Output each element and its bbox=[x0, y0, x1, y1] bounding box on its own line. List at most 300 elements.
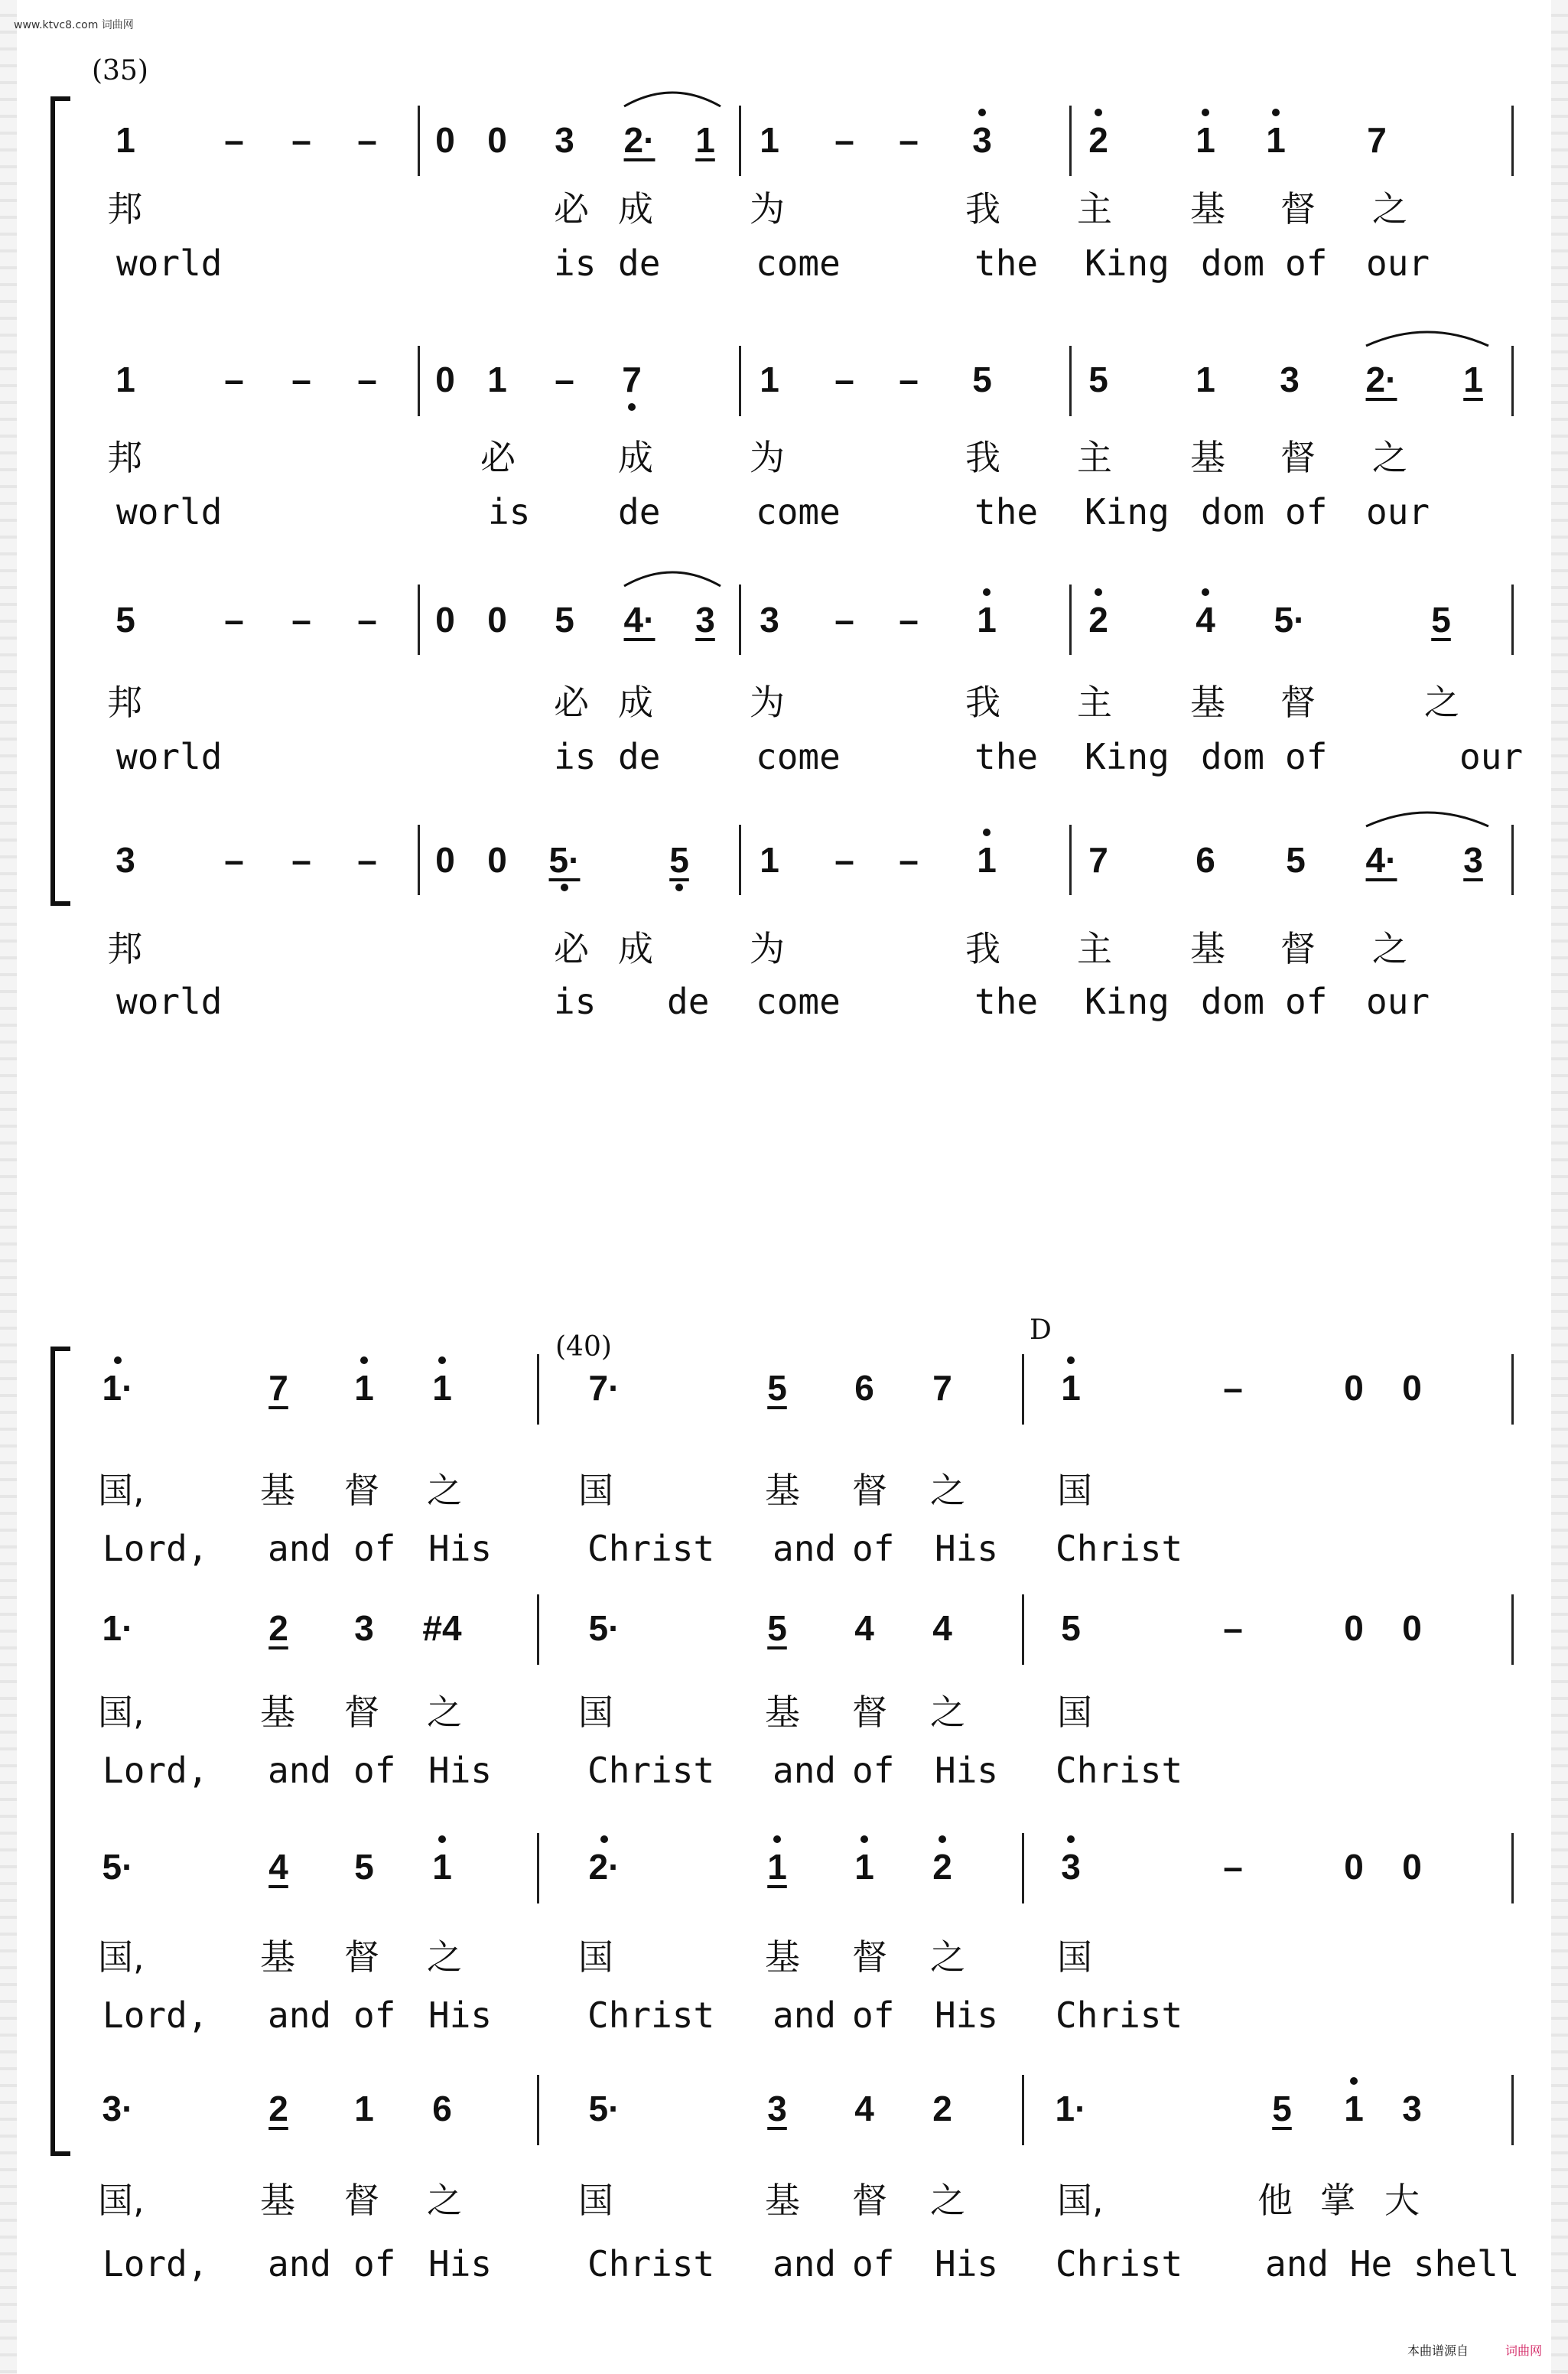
lyric-zh: 基 bbox=[1190, 437, 1225, 478]
lyric-en: Lord, bbox=[102, 1995, 209, 2036]
lyric-zh: 邦 bbox=[107, 437, 142, 478]
jianpu-note: – bbox=[899, 600, 919, 640]
jianpu-note: 5· bbox=[542, 839, 587, 881]
lyric-en: Christ bbox=[1056, 1995, 1183, 2036]
barline bbox=[1022, 2075, 1024, 2145]
jianpu-note: 1 bbox=[354, 2089, 374, 2128]
left-margin-strip bbox=[0, 0, 17, 2374]
jianpu-note: – bbox=[291, 600, 311, 640]
lyric-en: the bbox=[974, 243, 1039, 284]
lyric-zh: 国 bbox=[1057, 1692, 1092, 1733]
lyric-zh: 之 bbox=[930, 1692, 965, 1733]
jianpu-note: 5 bbox=[656, 839, 702, 881]
barline bbox=[537, 2075, 539, 2145]
lyric-en: King bbox=[1085, 736, 1169, 777]
lyric-zh: 之 bbox=[1424, 682, 1459, 723]
jianpu-note: 3 bbox=[760, 600, 779, 640]
jianpu-note: 5 bbox=[1061, 1608, 1081, 1648]
jianpu-note: #4 bbox=[422, 1608, 462, 1648]
lyric-en: dom bbox=[1201, 981, 1265, 1022]
jianpu-note: 2 bbox=[932, 2089, 952, 2128]
jianpu-note: – bbox=[899, 120, 919, 160]
jianpu-note: – bbox=[357, 120, 377, 160]
lyric-zh: 之 bbox=[1372, 437, 1407, 478]
jianpu-note: 0 bbox=[1344, 1368, 1364, 1408]
lyric-zh: 督 bbox=[852, 1470, 887, 1511]
lyric-zh: 国, bbox=[98, 2180, 145, 2221]
jianpu-note: 4· bbox=[623, 600, 656, 640]
right-margin-strip bbox=[1551, 0, 1568, 2374]
jianpu-note: – bbox=[1223, 1368, 1243, 1408]
lyric-zh: 督 bbox=[1280, 682, 1316, 723]
barline bbox=[1069, 825, 1072, 895]
lyric-en: of bbox=[852, 1750, 895, 1791]
jianpu-note: 0 bbox=[487, 120, 507, 160]
barline bbox=[1022, 1354, 1024, 1425]
lyric-en: of bbox=[1285, 736, 1328, 777]
jianpu-note: 1 bbox=[1253, 119, 1299, 161]
lyric-zh: 国 bbox=[1057, 1470, 1092, 1511]
barline bbox=[1511, 1594, 1514, 1665]
lyric-en: of bbox=[852, 1995, 895, 2036]
lyric-zh: 为 bbox=[750, 188, 785, 230]
jianpu-note: 0 bbox=[1402, 1847, 1422, 1887]
lyric-zh: 基 bbox=[260, 1470, 295, 1511]
lyric-en: world bbox=[116, 243, 223, 284]
jianpu-note: 1· bbox=[95, 1367, 141, 1408]
lyric-en: de bbox=[618, 491, 661, 532]
system-2-bracket bbox=[50, 1347, 70, 2156]
lyric-zh: 督 bbox=[1280, 188, 1316, 230]
jianpu-note: 5 bbox=[1088, 360, 1108, 399]
lyric-en: Christ bbox=[587, 1528, 715, 1569]
lyric-zh: 督 bbox=[344, 1692, 379, 1733]
lyric-en: de bbox=[618, 243, 661, 284]
barline bbox=[1511, 346, 1514, 416]
lyric-en: and bbox=[268, 1995, 332, 2036]
jianpu-note: 1 bbox=[1048, 1367, 1094, 1408]
jianpu-note: – bbox=[291, 360, 311, 399]
lyric-zh: 邦 bbox=[107, 188, 142, 230]
jianpu-note: 0 bbox=[1344, 1847, 1364, 1887]
lyric-en: and bbox=[773, 1528, 837, 1569]
lyric-zh: 之 bbox=[427, 1936, 462, 1978]
footer-source: 本曲谱源自 bbox=[1407, 2343, 1469, 2358]
jianpu-note: 3 bbox=[1463, 840, 1483, 880]
lyric-en: King bbox=[1085, 491, 1169, 532]
barline bbox=[1511, 106, 1514, 176]
lyric-zh: 我 bbox=[965, 682, 1000, 723]
lyric-en: our bbox=[1366, 491, 1430, 532]
lyric-zh: 我 bbox=[965, 928, 1000, 969]
jianpu-note: 4 bbox=[268, 1847, 288, 1887]
lyric-zh: 我 bbox=[965, 188, 1000, 230]
lyric-en: dom bbox=[1201, 491, 1265, 532]
lyric-en: and bbox=[268, 2243, 332, 2284]
lyric-en: His bbox=[935, 2243, 999, 2284]
lyric-zh: 基 bbox=[765, 1692, 800, 1733]
lyric-zh: 基 bbox=[260, 2180, 295, 2221]
lyric-zh: 成 bbox=[618, 682, 653, 723]
lyric-en: the bbox=[974, 491, 1039, 532]
jianpu-note: 7 bbox=[609, 359, 655, 400]
lyric-zh: 国, bbox=[98, 1936, 145, 1978]
lyric-zh: 督 bbox=[344, 1470, 379, 1511]
lyric-zh: 必 bbox=[554, 682, 589, 723]
barline bbox=[418, 346, 420, 416]
lyric-zh: 邦 bbox=[107, 928, 142, 969]
barline bbox=[1022, 1594, 1024, 1665]
lyric-zh: 必 bbox=[554, 188, 589, 230]
jianpu-note: – bbox=[357, 600, 377, 640]
lyric-en: Christ bbox=[587, 2243, 715, 2284]
lyric-zh: 主 bbox=[1077, 437, 1112, 478]
jianpu-note: 5· bbox=[588, 1608, 620, 1648]
jianpu-note: 0 bbox=[435, 840, 455, 880]
lyric-en: our bbox=[1366, 981, 1430, 1022]
lyric-en: is bbox=[554, 736, 597, 777]
lyric-en: of bbox=[852, 2243, 895, 2284]
lyric-zh: 主 bbox=[1077, 188, 1112, 230]
jianpu-note: 1 bbox=[1183, 119, 1228, 161]
jianpu-note: 3 bbox=[555, 120, 574, 160]
lyric-en: and bbox=[773, 1750, 837, 1791]
lyric-zh: 基 bbox=[260, 1692, 295, 1733]
barline bbox=[739, 585, 741, 655]
lyric-en: de bbox=[667, 981, 710, 1022]
lyric-zh: 成 bbox=[618, 437, 653, 478]
lyric-zh: 国 bbox=[578, 1692, 613, 1733]
jianpu-note: 0 bbox=[1402, 1368, 1422, 1408]
lyric-en: our bbox=[1459, 736, 1524, 777]
jianpu-note: 5 bbox=[1272, 2089, 1292, 2128]
lyric-zh: 我 bbox=[965, 437, 1000, 478]
jianpu-note: 6 bbox=[1196, 840, 1215, 880]
jianpu-note: 1 bbox=[760, 360, 779, 399]
jianpu-note: 3 bbox=[1402, 2089, 1422, 2128]
jianpu-note: – bbox=[224, 360, 244, 399]
lyric-en: the bbox=[974, 981, 1039, 1022]
lyric-en: come bbox=[756, 981, 841, 1022]
lyric-en: His bbox=[935, 1995, 999, 2036]
lyric-zh: 大 bbox=[1384, 2180, 1420, 2221]
jianpu-note: 1· bbox=[1055, 2089, 1087, 2128]
jianpu-note: 1 bbox=[1196, 360, 1215, 399]
lyric-en: of bbox=[852, 1528, 895, 1569]
jianpu-note: 7· bbox=[588, 1368, 620, 1408]
lyric-en: and He shell bbox=[1265, 2243, 1520, 2284]
jianpu-note: 0 bbox=[435, 600, 455, 640]
jianpu-note: – bbox=[555, 360, 574, 399]
lyric-en: King bbox=[1085, 243, 1169, 284]
barline bbox=[1511, 2075, 1514, 2145]
lyric-en: world bbox=[116, 491, 223, 532]
lyric-zh: 督 bbox=[852, 1936, 887, 1978]
jianpu-note: 1 bbox=[754, 1846, 800, 1887]
barline bbox=[418, 585, 420, 655]
jianpu-note: 1 bbox=[695, 120, 715, 160]
jianpu-note: 5 bbox=[1431, 600, 1451, 640]
lyric-en: and bbox=[773, 2243, 837, 2284]
jianpu-note: 2· bbox=[1365, 360, 1397, 399]
jianpu-note: 1 bbox=[760, 120, 779, 160]
lyric-en: Christ bbox=[1056, 1528, 1183, 1569]
jianpu-note: 1 bbox=[419, 1846, 465, 1887]
jianpu-note: 7 bbox=[1367, 120, 1387, 160]
jianpu-note: 3 bbox=[1280, 360, 1300, 399]
footer-site: 词曲网 bbox=[1505, 2343, 1543, 2358]
lyric-zh: 基 bbox=[1190, 928, 1225, 969]
jianpu-note: 1 bbox=[487, 360, 507, 399]
jianpu-note: 5· bbox=[588, 2089, 620, 2128]
lyric-en: His bbox=[428, 1750, 493, 1791]
jianpu-note: 0 bbox=[487, 600, 507, 640]
jianpu-note: 4 bbox=[932, 1608, 952, 1648]
jianpu-note: 1 bbox=[760, 840, 779, 880]
lyric-zh: 督 bbox=[344, 2180, 379, 2221]
jianpu-note: 1 bbox=[1331, 2088, 1377, 2129]
jianpu-note: 1 bbox=[1463, 360, 1483, 399]
lyric-en: is bbox=[488, 491, 531, 532]
lyric-en: of bbox=[1285, 491, 1328, 532]
jianpu-note: – bbox=[291, 120, 311, 160]
lyric-en: the bbox=[974, 736, 1039, 777]
lyric-zh: 国, bbox=[98, 1470, 145, 1511]
measure-number-35: (35) bbox=[92, 55, 148, 86]
jianpu-note: 0 bbox=[435, 120, 455, 160]
jianpu-note: – bbox=[224, 840, 244, 880]
jianpu-note: 4 bbox=[1183, 599, 1228, 640]
lyric-zh: 之 bbox=[930, 1470, 965, 1511]
lyric-en: our bbox=[1366, 243, 1430, 284]
lyric-zh: 基 bbox=[765, 1470, 800, 1511]
lyric-en: come bbox=[756, 736, 841, 777]
lyric-zh: 之 bbox=[427, 1692, 462, 1733]
jianpu-note: 5 bbox=[767, 1368, 787, 1408]
barline bbox=[739, 825, 741, 895]
jianpu-note: 0 bbox=[435, 360, 455, 399]
jianpu-note: – bbox=[1223, 1847, 1243, 1887]
lyric-en: Lord, bbox=[102, 2243, 209, 2284]
lyric-zh: 国 bbox=[1057, 1936, 1092, 1978]
lyric-zh: 之 bbox=[427, 1470, 462, 1511]
lyric-en: come bbox=[756, 491, 841, 532]
jianpu-note: 1· bbox=[102, 1608, 134, 1648]
jianpu-note: 3 bbox=[354, 1608, 374, 1648]
jianpu-note: 3 bbox=[767, 2089, 787, 2128]
lyric-zh: 主 bbox=[1077, 682, 1112, 723]
jianpu-note: – bbox=[357, 360, 377, 399]
jianpu-note: 7 bbox=[932, 1368, 952, 1408]
jianpu-note: – bbox=[224, 120, 244, 160]
jianpu-note: – bbox=[834, 360, 854, 399]
barline bbox=[537, 1833, 539, 1903]
lyric-en: His bbox=[935, 1750, 999, 1791]
lyric-en: His bbox=[428, 1995, 493, 2036]
jianpu-note: 2 bbox=[1075, 599, 1121, 640]
lyric-zh: 他 bbox=[1257, 2180, 1293, 2221]
barline bbox=[1069, 346, 1072, 416]
jianpu-note: – bbox=[291, 840, 311, 880]
jianpu-note: 6 bbox=[432, 2089, 452, 2128]
lyric-en: His bbox=[428, 2243, 493, 2284]
jianpu-note: 1 bbox=[115, 360, 135, 399]
lyric-zh: 督 bbox=[1280, 928, 1316, 969]
lyric-zh: 国, bbox=[1057, 2180, 1104, 2221]
lyric-en: of bbox=[1285, 243, 1328, 284]
lyric-zh: 邦 bbox=[107, 682, 142, 723]
lyric-zh: 基 bbox=[1190, 188, 1225, 230]
jianpu-note: 1 bbox=[341, 1367, 387, 1408]
lyric-en: dom bbox=[1201, 736, 1265, 777]
jianpu-note: – bbox=[899, 840, 919, 880]
jianpu-note: – bbox=[224, 600, 244, 640]
lyric-zh: 为 bbox=[750, 682, 785, 723]
lyric-en: is bbox=[554, 243, 597, 284]
jianpu-note: 5 bbox=[767, 1608, 787, 1648]
lyric-en: Christ bbox=[587, 1750, 715, 1791]
lyric-en: dom bbox=[1201, 243, 1265, 284]
barline bbox=[739, 106, 741, 176]
jianpu-note: 2 bbox=[919, 1846, 965, 1887]
jianpu-note: 5 bbox=[115, 600, 135, 640]
lyric-en: of bbox=[353, 1750, 396, 1791]
lyric-en: Christ bbox=[587, 1995, 715, 2036]
jianpu-note: 0 bbox=[1402, 1608, 1422, 1648]
lyric-en: Christ bbox=[1056, 1750, 1183, 1791]
barline bbox=[1069, 585, 1072, 655]
jianpu-note: 2· bbox=[581, 1846, 627, 1887]
jianpu-note: 1 bbox=[964, 599, 1010, 640]
jianpu-note: 3 bbox=[115, 840, 135, 880]
jianpu-note: 4 bbox=[854, 1608, 874, 1648]
jianpu-note: 3 bbox=[959, 119, 1005, 161]
jianpu-note: 2 bbox=[268, 1608, 288, 1648]
jianpu-note: – bbox=[899, 360, 919, 399]
jianpu-note: 3 bbox=[1048, 1846, 1094, 1887]
barline bbox=[1511, 585, 1514, 655]
tie-slur bbox=[0, 0, 1, 1]
barline bbox=[1511, 1833, 1514, 1903]
barline bbox=[537, 1354, 539, 1425]
jianpu-note: 1 bbox=[419, 1367, 465, 1408]
barline bbox=[418, 106, 420, 176]
jianpu-note: – bbox=[834, 840, 854, 880]
lyric-en: of bbox=[353, 2243, 396, 2284]
jianpu-note: 5 bbox=[555, 600, 574, 640]
jianpu-note: – bbox=[1223, 1608, 1243, 1648]
lyric-zh: 国 bbox=[578, 1936, 613, 1978]
lyric-en: of bbox=[353, 1528, 396, 1569]
lyric-zh: 主 bbox=[1077, 928, 1112, 969]
jianpu-note: 2· bbox=[623, 120, 656, 160]
rehearsal-mark-d: D bbox=[1030, 1314, 1052, 1346]
lyric-zh: 基 bbox=[260, 1936, 295, 1978]
barline bbox=[1069, 106, 1072, 176]
jianpu-note: 5 bbox=[972, 360, 992, 399]
jianpu-note: 5· bbox=[102, 1847, 134, 1887]
jianpu-note: 7 bbox=[1088, 840, 1108, 880]
jianpu-note: – bbox=[834, 600, 854, 640]
jianpu-note: 4· bbox=[1365, 840, 1397, 880]
jianpu-note: 5 bbox=[1286, 840, 1306, 880]
lyric-en: come bbox=[756, 243, 841, 284]
lyric-zh: 之 bbox=[1372, 928, 1407, 969]
lyric-en: His bbox=[935, 1528, 999, 1569]
lyric-en: is bbox=[554, 981, 597, 1022]
lyric-en: and bbox=[773, 1995, 837, 2036]
lyric-zh: 必 bbox=[480, 437, 516, 478]
jianpu-note: – bbox=[834, 120, 854, 160]
jianpu-note: 6 bbox=[854, 1368, 874, 1408]
jianpu-note: – bbox=[357, 840, 377, 880]
lyric-en: Lord, bbox=[102, 1750, 209, 1791]
lyric-en: world bbox=[116, 981, 223, 1022]
barline bbox=[418, 825, 420, 895]
lyric-zh: 督 bbox=[852, 2180, 887, 2221]
barline bbox=[1511, 1354, 1514, 1425]
site-watermark: www.ktvc8.com 词曲网 bbox=[14, 19, 134, 31]
jianpu-note: 0 bbox=[1344, 1608, 1364, 1648]
lyric-en: Lord, bbox=[102, 1528, 209, 1569]
lyric-en: of bbox=[353, 1995, 396, 2036]
jianpu-note: 1 bbox=[115, 120, 135, 160]
lyric-en: His bbox=[428, 1528, 493, 1569]
lyric-zh: 基 bbox=[765, 1936, 800, 1978]
lyric-zh: 督 bbox=[1280, 437, 1316, 478]
lyric-zh: 掌 bbox=[1320, 2180, 1355, 2221]
jianpu-note: 3· bbox=[102, 2089, 134, 2128]
lyric-zh: 督 bbox=[344, 1936, 379, 1978]
lyric-zh: 督 bbox=[852, 1692, 887, 1733]
jianpu-note: 2 bbox=[1075, 119, 1121, 161]
lyric-zh: 之 bbox=[1372, 188, 1407, 230]
lyric-zh: 为 bbox=[750, 437, 785, 478]
jianpu-note: 5 bbox=[354, 1847, 374, 1887]
lyric-zh: 成 bbox=[618, 928, 653, 969]
measure-number-40: (40) bbox=[555, 1331, 612, 1363]
jianpu-note: 3 bbox=[695, 600, 715, 640]
lyric-en: of bbox=[1285, 981, 1328, 1022]
lyric-en: de bbox=[618, 736, 661, 777]
lyric-zh: 国 bbox=[578, 2180, 613, 2221]
lyric-zh: 为 bbox=[750, 928, 785, 969]
jianpu-note: 7 bbox=[268, 1368, 288, 1408]
barline bbox=[739, 346, 741, 416]
lyric-zh: 成 bbox=[618, 188, 653, 230]
barline bbox=[537, 1594, 539, 1665]
lyric-zh: 之 bbox=[427, 2180, 462, 2221]
lyric-zh: 基 bbox=[1190, 682, 1225, 723]
lyric-en: world bbox=[116, 736, 223, 777]
jianpu-note: 1 bbox=[841, 1846, 887, 1887]
lyric-zh: 基 bbox=[765, 2180, 800, 2221]
barline bbox=[1022, 1833, 1024, 1903]
lyric-zh: 之 bbox=[930, 1936, 965, 1978]
lyric-en: King bbox=[1085, 981, 1169, 1022]
lyric-en: Christ bbox=[1056, 2243, 1183, 2284]
lyric-zh: 必 bbox=[554, 928, 589, 969]
lyric-zh: 国 bbox=[578, 1470, 613, 1511]
lyric-en: and bbox=[268, 1750, 332, 1791]
lyric-zh: 之 bbox=[930, 2180, 965, 2221]
jianpu-note: 0 bbox=[487, 840, 507, 880]
lyric-en: and bbox=[268, 1528, 332, 1569]
system-1-bracket bbox=[50, 96, 70, 906]
jianpu-note: 5· bbox=[1274, 600, 1306, 640]
jianpu-note: 4 bbox=[854, 2089, 874, 2128]
jianpu-note: 2 bbox=[268, 2089, 288, 2128]
